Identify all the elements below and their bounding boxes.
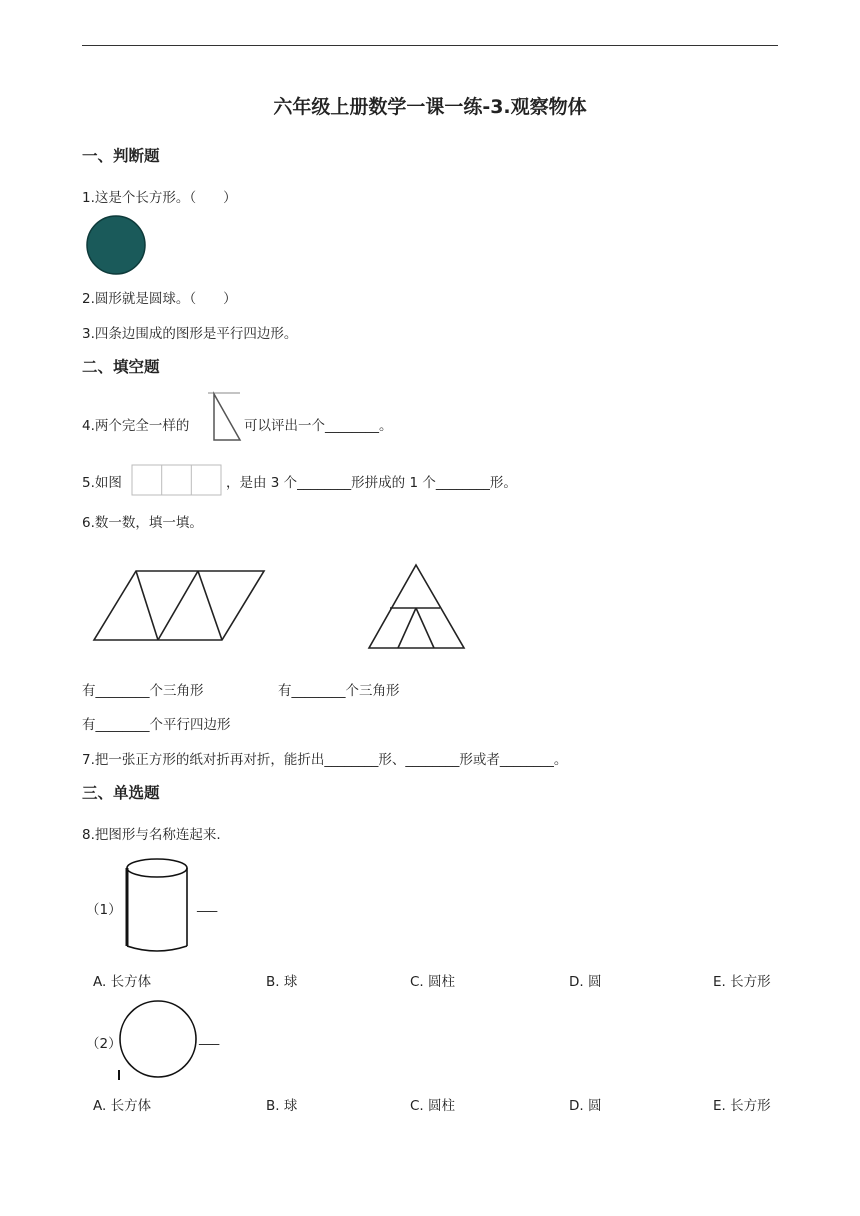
q8-part2-option-b[interactable]: B. 球 [266,1098,298,1114]
cylinder-figure [122,856,194,956]
question-6-blank-triangles-left: 有________个三角形 [82,683,204,699]
three-squares-rectangle-figure [131,464,223,496]
question-6: 6.数一数，填一填。 [82,515,203,531]
q8-part2-option-c[interactable]: C. 圆柱 [410,1098,456,1114]
question-8: 8.把图形与名称连起来. [82,827,221,843]
question-6-blank-parallelograms: 有________个平行四边形 [82,717,231,733]
circle-outline-figure [116,1000,200,1082]
header-rule [82,45,778,46]
page-title: 六年级上册数学一课一练-3.观察物体 [273,96,587,118]
q8-part1-option-c[interactable]: C. 圆柱 [410,974,456,990]
q8-part1-option-a[interactable]: A. 长方体 [93,974,152,990]
q8-part1-option-d[interactable]: D. 圆 [569,974,602,990]
question-5-prefix: 5.如图 [82,475,122,491]
right-triangle-figure [206,392,242,444]
question-8-part-1-label: （1） [86,902,122,918]
question-1: 1.这是个长方形。（ ） [82,190,237,206]
teal-circle-figure [85,214,147,276]
question-6-blank-triangles-right: 有________个三角形 [278,683,400,699]
section-heading-single-choice: 三、单选题 [82,784,160,802]
question-7: 7.把一张正方形的纸对折再对折，能折出________形、________形或者________。 [82,752,568,768]
question-2: 2.圆形就是圆球。（ ） [82,291,237,307]
section-heading-judgment: 一、判断题 [82,147,160,165]
question-3: 3.四条边围成的图形是平行四边形。 [82,326,298,342]
section-heading-fill-blank: 二、填空题 [82,358,160,376]
parallelogram-triangles-figure [90,568,268,643]
question-8-part-2-answer-line: ___ [199,1030,220,1046]
question-4-prefix: 4.两个完全一样的 [82,418,190,434]
q8-part2-option-a[interactable]: A. 长方体 [93,1098,152,1114]
question-8-part-1-answer-line: ___ [197,897,218,913]
question-5-suffix: ，是由 3 个________形拼成的 1 个________形。 [226,475,517,491]
q8-part1-option-b[interactable]: B. 球 [266,974,298,990]
q8-part1-option-e[interactable]: E. 长方形 [713,974,771,990]
question-8-part-2-label: （2） [86,1036,122,1052]
question-4-suffix: 可以评出一个________。 [244,418,393,434]
q8-part2-option-e[interactable]: E. 长方形 [713,1098,771,1114]
q8-part2-option-d[interactable]: D. 圆 [569,1098,602,1114]
nested-triangles-figure [366,562,468,652]
